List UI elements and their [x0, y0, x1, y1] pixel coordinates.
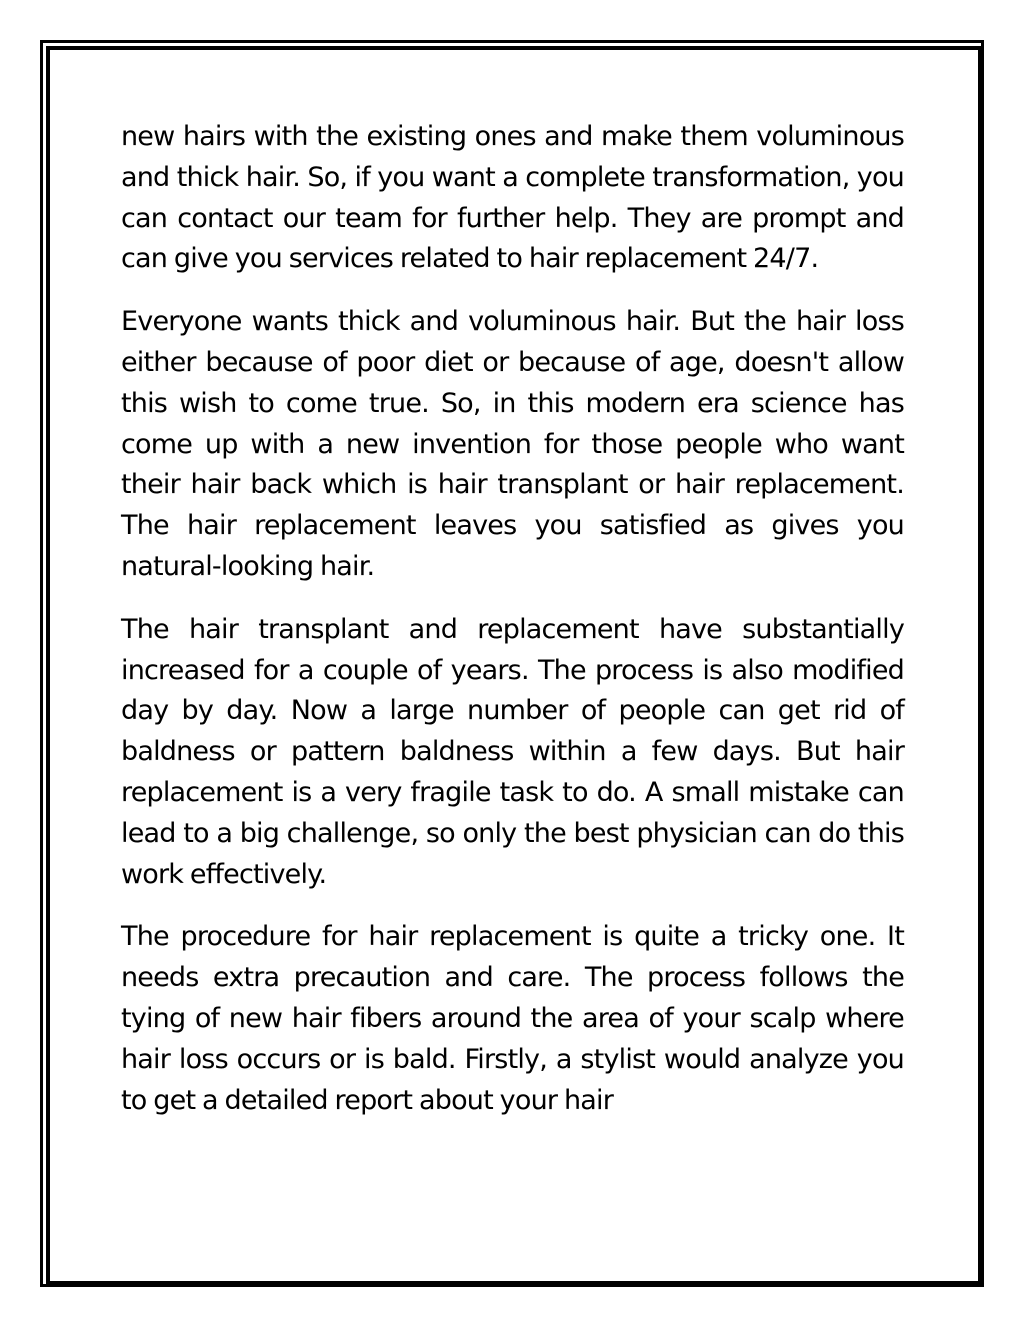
paragraph-4: The procedure for hair replacement is quite a tricky one. It needs extra precaution and care. The process follows the tying of new hair fibers around the area of your scalp where hair loss occurs or is bald. Firstly, a stylist would analyze you to get a detailed report about your hair	[121, 921, 904, 1116]
paragraph-2: Everyone wants thick and voluminous hair. But the hair loss either because of poor diet or because of age, doesn't allow this wish to come true. So, in this modern era science has come up with a new invention for those people who want their hair back which is hair transplant or hair replacement. The hair replacement leaves you satisfied as gives you natural-looking hair.	[121, 306, 904, 582]
document-body	[121, 117, 904, 1143]
paragraph-3: The hair transplant and replacement have substantially increased for a couple of years. The process is also modified day by day. Now a large number of people can get rid of baldness or pattern baldness within a few days. But hair replacement is a very fragile task to do. A small mistake can lead to a big challenge, so only the best physician can do this work effectively.	[121, 613, 904, 890]
paragraph-1: new hairs with the existing ones and make them voluminous and thick hair. So, if you want a complete transformation, you can contact our team for further help. They are prompt and can give you services related to hair replacement 24/7.	[121, 121, 904, 275]
